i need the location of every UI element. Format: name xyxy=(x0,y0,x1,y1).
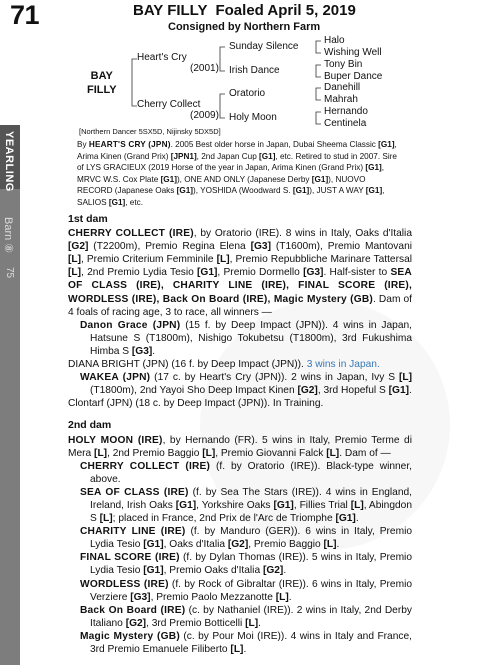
sire-sire: Sunday Silence xyxy=(229,41,299,52)
dam-name: Cherry Collect xyxy=(137,99,201,110)
third-gen-2: Wishing Well xyxy=(324,47,382,58)
dam-year: (2009) xyxy=(190,110,219,121)
third-gen-8: Centinela xyxy=(324,118,367,129)
list-item: WAKEA (JPN) (17 c. by Heart's Cry (JPN)). 2 wins in Japan, Ivy S [L] (T1800m), 2nd Yayoi Sho Deep Impact Kinen [G2], 3rd Hopeful S [G1]. xyxy=(80,372,412,397)
barn-label: Barn ⑧ xyxy=(2,217,14,254)
list-item: SEA OF CLASS (IRE) (f. by Sea The Stars (IRE)). 4 wins in England, Ireland, Irish Oaks [G1], Yorkshire Oaks [G1], Fillies Trial [L], Abingdon S [L]; placed in France, 2nd Prix de l'Arc de Triomphe [G1]. xyxy=(80,486,412,525)
dam-sire: Oratorio xyxy=(229,88,266,99)
sire-dam: Irish Dance xyxy=(229,65,280,76)
sire-summary: By HEART'S CRY (JPN). 2005 Best older horse in Japan, Dubai Sheema Classic [G1], Arima Kinen (Grand Prix) [JPN1], 2nd Japan Cup [G1], etc. Retired to stud in 2007. Sire of LYS GRACIEUX (2019 Horse of the year in Japan, Arima Kinen (Grand Prix) [G1], MRVC W.S. Cox Plate [G1]), ONE AND ONLY (Japanese Derby [G1]), NUOVO RECORD (Japanese Oaks [G1]), YOSHIDA (Woodward S. [G1]), JUST A WAY [G1], SALIOS [G1], etc. xyxy=(77,140,397,207)
third-gen-4: Buper Dance xyxy=(324,71,383,82)
first-dam-heading: 1st dam xyxy=(68,213,108,225)
inbreeding-note: [Northern Dancer 5SX5D, Nijinsky 5DX5D] xyxy=(79,127,221,136)
list-item: Back On Board (IRE) (c. by Nathaniel (IRE)). 2 wins in Italy, 2nd Derby Italiano [G2], 3rd Premio Botticelli [L]. xyxy=(80,604,412,629)
list-item: CHERRY COLLECT (IRE) (f. by Oratorio (IRE)). Black-type winner, above. xyxy=(80,460,412,485)
consignor: Consigned by Northern Farm xyxy=(168,21,321,33)
page-number: 75 xyxy=(4,267,15,279)
list-item: CHARITY LINE (IRE) (f. by Manduro (GER)). 6 wins in Italy, Premio Lydia Tesio [G1], Oaks d'Italia [G2], Premio Baggio [L]. xyxy=(80,526,412,551)
list-item: DIANA BRIGHT (JPN) (16 f. by Deep Impact (JPN)). 3 wins in Japan. xyxy=(68,359,380,371)
dam-dam: Holy Moon xyxy=(229,112,277,123)
second-dam-record: HOLY MOON (IRE), by Hernando (FR). 5 wins in Italy, Premio Terme di Mera [L], 2nd Premio Baggio [L], Premio Giovanni Falck [L]. Dam of — xyxy=(68,434,412,459)
third-gen-5: Danehill xyxy=(324,82,361,93)
sidebar-tab xyxy=(0,125,20,665)
produce-record xyxy=(68,213,412,656)
list-item: WORDLESS (IRE) (f. by Rock of Gibraltar (IRE)). 6 wins in Italy, Premio Verziere [G3], Premio Paolo Mezzanotte [L]. xyxy=(80,578,412,603)
second-dam-heading: 2nd dam xyxy=(68,419,112,432)
horse-sex-color: BAY FILLY xyxy=(133,2,208,19)
first-dam-record: CHERRY COLLECT (IRE), by Oratorio (IRE). 8 wins in Italy, Oaks d'Italia [G2] (T2200m), Premio Regina Elena [G3] (T1600m), Premio Mantovani [L], Premio Criterium Femminile [L], Premio Repubbliche Marinare Tattersal [L], 2nd Premio Lydia Tesio [G1], Premio Dormello [G3]. Half-sister to SEA OF CLASS (IRE), CHARITY LINE (IRE), FINAL SCORE (IRE), WORDLESS (IRE), Back On Board (IRE), Magic Mystery (GB). Dam of 4 foals of racing age, 3 to race, all winners — xyxy=(68,228,412,318)
third-gen-1: Halo xyxy=(324,35,345,46)
third-gen-6: Mahrah xyxy=(324,94,358,105)
list-item: Magic Mystery (GB) (c. by Pour Moi (IRE)). 4 wins in Italy and France, 3rd Premio Emanuele Filiberto [L]. xyxy=(80,630,412,655)
foaling-date: Foaled April 5, 2019 xyxy=(215,2,356,19)
lot-number: 71 xyxy=(10,0,40,30)
list-item: Danon Grace (JPN) (15 f. by Deep Impact (JPN)). 4 wins in Japan, Hatsune S (T1800m), Nishigo Tokubetsu (T1800m), 3rd Fukushima Himba S [G3]. xyxy=(80,319,412,357)
section-label: YEARLING xyxy=(0,125,20,189)
sire-year: (2001) xyxy=(190,63,219,74)
third-gen-3: Tony Bin xyxy=(324,59,363,70)
sire-name: Heart's Cry xyxy=(137,52,187,63)
pedigree-subject: BAY FILLY xyxy=(87,70,117,96)
third-gen-7: Hernando xyxy=(324,106,368,117)
list-item: Clontarf (JPN) (18 c. by Deep Impact (JPN)). In Training. xyxy=(68,398,324,410)
list-item: FINAL SCORE (IRE) (f. by Dylan Thomas (IRE)). 5 wins in Italy, Premio Lydia Tesio [G1], Premio Oaks d'Italia [G2]. xyxy=(80,552,412,577)
